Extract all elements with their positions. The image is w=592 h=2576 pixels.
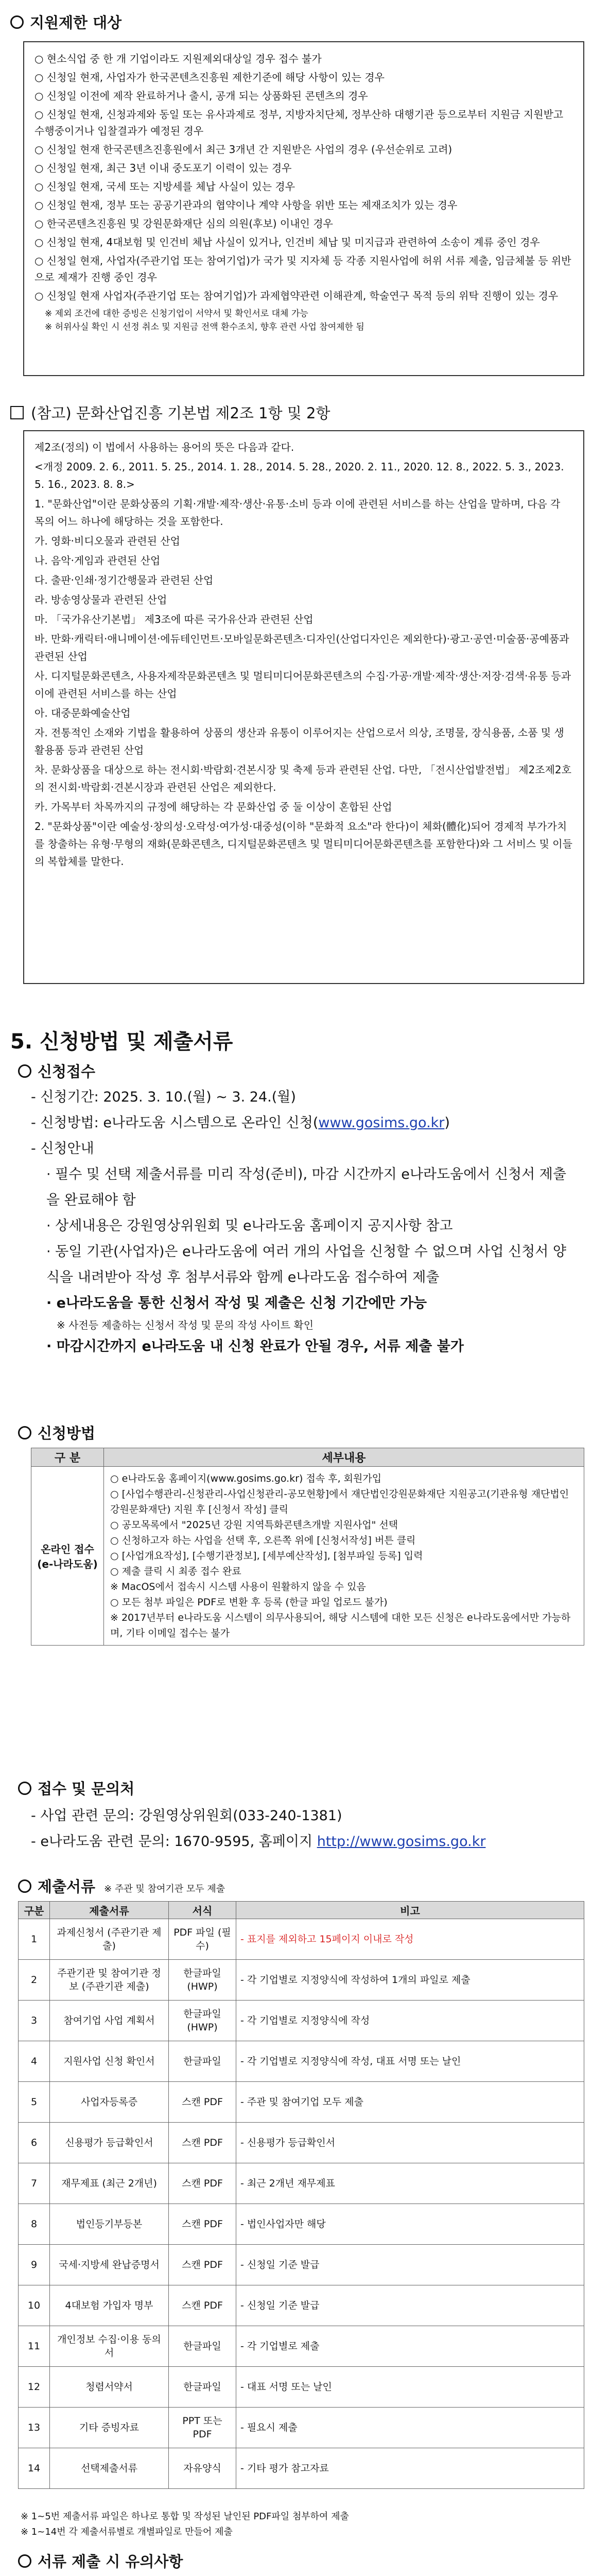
docs-note-line: ※ 1~5번 제출서류 파일은 하나로 통합 및 작성된 날인된 PDF파일 첨부하여 제출: [21, 2511, 349, 2522]
gosims-link[interactable]: www.gosims.go.kr: [318, 1115, 445, 1131]
restriction-item: ○ 신청일 현재, 사업자가 한국콘텐츠진흥원 제한기준에 해당 사항이 있는 경우: [34, 71, 385, 83]
table-cell: 7: [19, 2163, 50, 2204]
table-cell: - 신청일 기준 발급: [236, 2245, 584, 2285]
reference-heading: (참고) 문화산업진흥 기본법 제2조 1항 및 2항: [10, 402, 330, 423]
table-cell: 참여기업 사업 계획서: [50, 2001, 169, 2041]
reference-line: 가. 영화·비디오물과 관련된 산업: [34, 535, 180, 547]
restriction-item: ○ 신청일 현재 사업자(주관기업 또는 참여기업)가 과제협약관련 이해관계, 학술연구 목적 등의 위탁 진행이 있는 경우: [34, 290, 559, 302]
section5-sub4: 제출서류 ※ 주관 및 참여기관 모두 제출: [18, 1875, 225, 1896]
table-cell: PPT 또는 PDF: [169, 2408, 236, 2448]
table-row: [19, 2001, 584, 2041]
reference-line: 자. 전통적인 소재와 기법을 활용하여 상품의 생산과 유통이 이루어지는 산업으로서 의상, 조명물, 장식용품, 소품 및 생활용품 등과 관련된 산업: [34, 726, 564, 756]
reference-line: 라. 방송영상물과 관련된 산업: [34, 594, 167, 606]
table-row: [19, 2163, 584, 2204]
table-cell: 주관기관 및 참여기관 정보 (주관기관 제출): [50, 1960, 169, 2001]
ring-bullet-icon: [10, 15, 24, 29]
method-line: ○ [사업수행관리-신청관리-사업신청관리-공모현황]에서 재단법인강원문화재단 지원공고(기관유형 재단법인강원문화재단) 지원 후 [신청서 작성] 클릭: [110, 1488, 569, 1515]
guide-bullet: · 동일 기관(사업자)은 e나라도움에 여러 개의 사업을 신청할 수 없으며 사업 신청서 양식을 내려받아 작성 후 첨부서류와 함께 e나라도움 접수하여 제출: [46, 1244, 566, 1285]
table-row: [19, 2041, 584, 2082]
application-guide-title: - 신청안내: [31, 1141, 94, 1157]
table-cell: 4: [19, 2041, 50, 2082]
guide-note: ※ 사전등 제출하는 신청서 작성 및 문의 작성 사이트 확인: [57, 1319, 314, 1331]
table-cell: 10: [19, 2285, 50, 2326]
docs-note-line: ※ 1~14번 각 제출서류별로 개별파일로 만들어 제출: [21, 2527, 233, 2537]
ring-bullet-icon: [18, 2554, 31, 2568]
contact-line: - 사업 관련 문의: 강원영상위원회(033-240-1381): [31, 1808, 342, 1824]
caution-heading: 서류 제출 시 유의사항: [18, 2550, 183, 2571]
restriction-item: ○ 신청일 현재, 최근 3년 이내 중도포기 이력이 있는 경우: [34, 162, 292, 174]
contact-info: [31, 1803, 577, 1855]
documents-table: [18, 1901, 584, 2489]
application-info: [31, 1084, 577, 1360]
ring-bullet-icon: [18, 1782, 31, 1795]
table-cell: - 각 기업별로 지정양식에 작성, 대표 서명 또는 날인: [236, 2041, 584, 2082]
table-cell: 한글파일: [169, 2326, 236, 2367]
table-cell: 2: [19, 1960, 50, 2001]
reference-box: [23, 430, 584, 984]
restriction-item: ○ 신청일 이전에 제작 완료하거나 출시, 공개 되는 상품화된 콘텐츠의 경우: [34, 90, 368, 102]
table-cell: - 표지를 제외하고 15페이지 이내로 작성: [236, 1919, 584, 1960]
method-line: ○ 공모목록에서 "2025년 강원 지역특화콘텐츠개발 지원사업" 선택: [110, 1519, 398, 1531]
table-cell: 11: [19, 2326, 50, 2367]
table-cell: 한글파일: [169, 2041, 236, 2082]
restriction-item: ○ 신청일 현재, 사업자(주관기업 또는 참여기업)가 국가 및 지자체 등 각종 지원사업에 허위 서류 제출, 임금체불 등 위반으로 제재가 진행 중인 경우: [34, 255, 571, 283]
table-cell: 한글파일 (HWP): [169, 1960, 236, 2001]
method-line: ○ e나라도움 홈페이지(www.gosims.go.kr) 접속 후, 회원가입: [110, 1473, 382, 1484]
documents-notes: [21, 2509, 582, 2540]
table-row-label: 온라인 접수 (e-나라도움): [31, 1467, 104, 1646]
table-row: [19, 2123, 584, 2163]
reference-lines: [34, 438, 573, 870]
docs-note: ※ 주관 및 참여기관 모두 제출: [104, 1884, 225, 1894]
table-row: [19, 1960, 584, 2001]
table-row: [19, 2326, 584, 2367]
ring-bullet-icon: [18, 1064, 31, 1078]
table-cell: - 각 기업별로 지정양식에 작성: [236, 2001, 584, 2041]
method-line: ○ 제출 클릭 시 최종 접수 완료: [110, 1566, 241, 1577]
table-cell: 한글파일 (HWP): [169, 2001, 236, 2041]
table-cell: - 신용평가 등급확인서: [236, 2123, 584, 2163]
table-row: [19, 2285, 584, 2326]
guide-bullet: · 필수 및 선택 제출서류를 미리 작성(준비), 마감 시간까지 e나라도움에서 신청서 제출을 완료해야 함: [46, 1166, 566, 1208]
table-header: 구분: [19, 1902, 50, 1919]
table-cell: - 신청일 기준 발급: [236, 2285, 584, 2326]
method-line: ※ MacOS에서 접속시 시스템 사용이 원활하지 않을 수 있음: [110, 1581, 366, 1592]
restriction-notes: [34, 307, 573, 334]
method-line: ○ 모든 첨부 파일은 PDF로 변환 후 등록 (한글 파일 업로드 불가): [110, 1597, 388, 1608]
reference-line: 다. 출판·인쇄·정기간행물과 관련된 산업: [34, 574, 214, 586]
table-cell: - 최근 2개년 재무제표: [236, 2163, 584, 2204]
table-cell: - 법인사업자만 해당: [236, 2204, 584, 2245]
section5-sub2: 신청방법: [18, 1422, 95, 1443]
reference-line: 바. 만화·캐릭터·애니메이션·에듀테인먼트·모바일문화콘텐츠·디자인(산업디자인은 제외한다)·광고·공연·미술품·공예품과 관련된 산업: [34, 633, 569, 663]
table-cell: - 필요시 제출: [236, 2408, 584, 2448]
table-cell: 자유양식: [169, 2448, 236, 2489]
table-row: [19, 2082, 584, 2123]
table-cell: 1: [19, 1919, 50, 1960]
restriction-item: ○ 신청일 현재 한국콘텐츠진흥원에서 최근 3개년 간 지원받은 사업의 경우 (우선순위로 고려): [34, 143, 452, 156]
table-cell: PDF 파일 (필수): [169, 1919, 236, 1960]
table-cell: 청렴서약서: [50, 2367, 169, 2408]
table-cell: 스캔 PDF: [169, 2285, 236, 2326]
guide-bold-line: · e나라도움을 통한 신청서 작성 및 제출은 신청 기간에만 가능: [46, 1295, 427, 1311]
method-line: ※ 2017년부터 e나라도움 시스템이 의무사용되어, 해당 시스템에 대한 모든 신청은 e나라도움에서만 가능하며, 기타 이메일 접수는 불가: [110, 1612, 571, 1639]
application-bullets: [31, 1162, 577, 1360]
support-target-box: [23, 41, 584, 376]
square-bullet-icon: [10, 406, 24, 419]
table-cell: 신용평가 등급확인서: [50, 2123, 169, 2163]
table-cell: - 기타 평가 참고자료: [236, 2448, 584, 2489]
application-method-table: [31, 1448, 584, 1646]
table-row: [19, 2204, 584, 2245]
table-row: [19, 2408, 584, 2448]
section5-sub1: 신청접수: [18, 1060, 95, 1081]
table-header: 제출서류: [50, 1902, 169, 1919]
guide-bold-line: · 마감시간까지 e나라도움 내 신청 완료가 안될 경우, 서류 제출 불가: [46, 1338, 464, 1354]
table-cell: - 각 기업별로 제출: [236, 2326, 584, 2367]
table-cell: - 대표 서명 또는 날인: [236, 2367, 584, 2408]
guide-bullet: · 상세내용은 강원영상위원회 및 e나라도움 홈페이지 공지사항 참고: [46, 1218, 453, 1234]
reference-line: 나. 음악·게임과 관련된 산업: [34, 554, 161, 567]
restriction-note: ※ 제외 조건에 대한 증빙은 신청기업이 서약서 및 확인서로 대체 가능: [45, 309, 308, 319]
contact-line: - e나라도움 관련 문의: 1670-9595, 홈페이지 http://www.gosims.go.kr: [31, 1834, 486, 1850]
table-row: [19, 2367, 584, 2408]
table-row: [19, 1919, 584, 1960]
section5-heading: 5. 신청방법 및 제출서류: [10, 1030, 233, 1054]
support-target-heading: 지원제한 대상: [10, 11, 121, 32]
ring-bullet-icon: [18, 1426, 31, 1439]
table-row: [19, 2448, 584, 2489]
restriction-item: ○ 신청일 현재, 4대보험 및 인건비 체납 사실이 있거나, 인건비 체납 및 미지급과 관련하여 소송이 계류 중인 경우: [34, 236, 540, 248]
table-cell: 4대보험 가입자 명부: [50, 2285, 169, 2326]
restriction-item: ○ 신청일 현재, 신청과제와 동일 또는 유사과제로 정부, 지방자치단체, 정부산하 대행기관 등으로부터 지원금 지원받고 수행중이거나 입찰결과가 예정된 경우: [34, 108, 564, 137]
reference-line: 차. 문화상품을 대상으로 하는 전시회·박람회·견본시장 및 축제 등과 관련된 산업. 다만, 「전시산업발전법」 제2조제2호의 전시회·박람회·견본시장과 관련된 산업은 제외한다.: [34, 764, 571, 793]
table-cell: 과제신청서 (주관기관 제출): [50, 1919, 169, 1960]
restriction-item: ○ 현소식업 중 한 개 기업이라도 지원제외대상일 경우 접수 불가: [34, 53, 322, 65]
table-header: 비고: [236, 1902, 584, 1919]
reference-line: 제2조(정의) 이 법에서 사용하는 용어의 뜻은 다음과 같다.: [34, 441, 294, 453]
restriction-note: ※ 허위사실 확인 시 선정 취소 및 지원금 전액 환수조치, 향후 관련 사업 참여제한 됨: [45, 322, 364, 332]
reference-line: 마. 「국가유산기본법」 제3조에 따른 국가유산과 관련된 산업: [34, 613, 314, 625]
table-cell: 국세·지방세 완납증명서: [50, 2245, 169, 2285]
table-cell: 선택제출서류: [50, 2448, 169, 2489]
table-cell: 스캔 PDF: [169, 2245, 236, 2285]
application-period: - 신청기간: 2025. 3. 10.(월) ~ 3. 24.(월): [31, 1089, 296, 1105]
table-cell: 개인정보 수집·이용 동의서: [50, 2326, 169, 2367]
table-cell: 6: [19, 2123, 50, 2163]
application-method: - 신청방법: e나라도움 시스템으로 온라인 신청(www.gosims.go.kr): [31, 1115, 450, 1131]
table-header: 구 분: [31, 1448, 104, 1467]
table-cell: 재무제표 (최근 2개년): [50, 2163, 169, 2204]
ring-bullet-icon: [18, 1879, 31, 1893]
table-row: [19, 2245, 584, 2285]
reference-line: <개정 2009. 2. 6., 2011. 5. 25., 2014. 1. 28., 2014. 5. 28., 2020. 2. 11., 2020. 12. 8., 2022. 5. 3., 2023. 5. 16., 2023. 8. 8.>: [34, 461, 564, 490]
table-cell: 8: [19, 2204, 50, 2245]
restriction-item: ○ 한국콘텐츠진흥원 및 강원문화재단 심의 의원(후보) 이내인 경우: [34, 217, 333, 230]
restriction-list: [34, 50, 573, 304]
reference-line: 카. 가목부터 차목까지의 규정에 해당하는 각 문화산업 중 둘 이상이 혼합된 산업: [34, 801, 392, 813]
reference-line: 사. 디지털문화콘텐츠, 사용자제작문화콘텐츠 및 멀티미디어문화콘텐츠의 수집·가공·개발·제작·생산·저장·검색·유통 등과 이에 관련된 서비스를 하는 산업: [34, 670, 571, 700]
table-cell: 스캔 PDF: [169, 2082, 236, 2123]
table-cell: 스캔 PDF: [169, 2204, 236, 2245]
table-cell: 기타 증빙자료: [50, 2408, 169, 2448]
table-cell: 스캔 PDF: [169, 2123, 236, 2163]
gosims-home-link[interactable]: http://www.gosims.go.kr: [317, 1834, 486, 1850]
reference-line: 아. 대중문화예술산업: [34, 707, 131, 719]
table-cell: 스캔 PDF: [169, 2163, 236, 2204]
table-row-content: [104, 1467, 584, 1646]
table-cell: 사업자등록증: [50, 2082, 169, 2123]
table-header: 서식: [169, 1902, 236, 1919]
table-cell: 한글파일: [169, 2367, 236, 2408]
table-cell: 3: [19, 2001, 50, 2041]
table-header: 세부내용: [104, 1448, 584, 1467]
table-cell: 지원사업 신청 확인서: [50, 2041, 169, 2082]
table-cell: 12: [19, 2367, 50, 2408]
section5-sub3: 접수 및 문의처: [18, 1777, 134, 1799]
restriction-item: ○ 신청일 현재, 국세 또는 지방세를 체납 사실이 있는 경우: [34, 180, 295, 193]
table-cell: - 각 기업별로 지정양식에 작성하여 1개의 파일로 제출: [236, 1960, 584, 2001]
reference-line: 1. "문화산업"이란 문화상품의 기획·개발·제작·생산·유통·소비 등과 이에 관련된 서비스를 하는 산업을 말하며, 다음 각 목의 어느 하나에 해당하는 것을 포함한다.: [34, 498, 561, 528]
table-cell: - 주관 및 참여기업 모두 제출: [236, 2082, 584, 2123]
table-cell: 9: [19, 2245, 50, 2285]
method-line: ○ [사업개요작성], [수행기관정보], [세부예산작성], [첨부파일 등록] 입력: [110, 1550, 423, 1562]
table-cell: 13: [19, 2408, 50, 2448]
method-line: ○ 신청하고자 하는 사업을 선택 후, 오른쪽 위에 [신청서작성] 버튼 클릭: [110, 1535, 416, 1546]
restriction-item: ○ 신청일 현재, 정부 또는 공공기관과의 협약이나 계약 사항을 위반 또는 제재조치가 있는 경우: [34, 199, 458, 211]
table-cell: 법인등기부등본: [50, 2204, 169, 2245]
table-cell: 14: [19, 2448, 50, 2489]
table-cell: 5: [19, 2082, 50, 2123]
reference-line: 2. "문화상품"이란 예술성·창의성·오락성·여가성·대중성(이하 "문화적 요소"라 한다)이 체화(體化)되어 경제적 부가가치를 창출하는 유형·무형의 재화(문화콘텐츠, 디지털문화콘텐츠 및 멀티미디어문화콘텐츠를 포함한다)와 그 서비스 및 이들의 복합체를 말한다.: [34, 820, 572, 868]
